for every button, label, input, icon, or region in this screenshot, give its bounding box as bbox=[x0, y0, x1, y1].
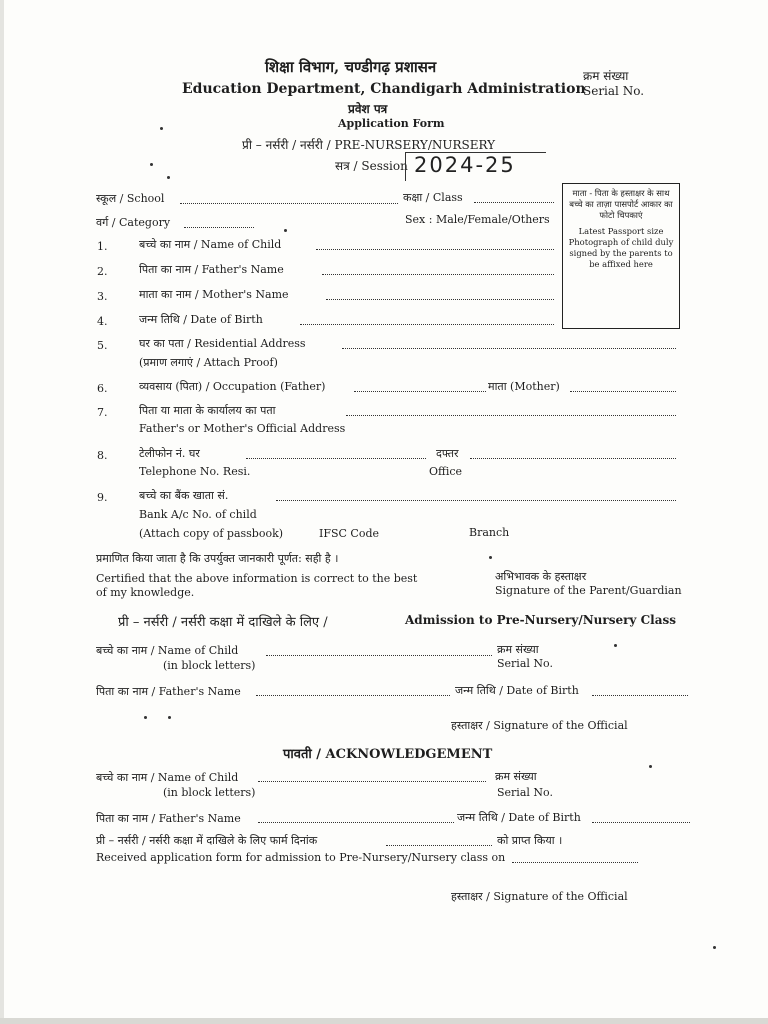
admission-father-field[interactable] bbox=[256, 695, 450, 696]
scan-speck bbox=[168, 716, 171, 719]
scan-speck bbox=[144, 716, 147, 719]
item-label-date-of-birth: जन्म तिथि / Date of Birth bbox=[139, 313, 263, 326]
scan-speck bbox=[167, 176, 170, 179]
admission-name-label: बच्चे का नाम / Name of Child bbox=[96, 644, 239, 657]
session-label: सत्र / Session bbox=[335, 159, 408, 173]
mothers-name-field[interactable] bbox=[326, 299, 554, 300]
date-of-birth-field[interactable] bbox=[300, 324, 554, 325]
hindi-form-label: प्रवेश पत्र bbox=[348, 102, 388, 116]
telephone-office-label: Office bbox=[429, 465, 463, 478]
ack-name-label: बच्चे का नाम / Name of Child bbox=[96, 771, 239, 784]
ack-serial-english: Serial No. bbox=[497, 786, 553, 799]
ack-block-letters: (in block letters) bbox=[163, 786, 256, 799]
admission-block-letters: (in block letters) bbox=[163, 659, 256, 672]
admission-dob-label: जन्म तिथि / Date of Birth bbox=[455, 684, 579, 697]
serial-hindi: क्रम संख्या bbox=[583, 69, 629, 83]
certification-english-line2: of my knowledge. bbox=[96, 586, 195, 599]
admission-serial-hindi: क्रम संख्या bbox=[497, 643, 539, 656]
ack-received-english-date-field[interactable] bbox=[512, 862, 638, 863]
ack-dob-field[interactable] bbox=[592, 822, 690, 823]
branch-label: Branch bbox=[469, 526, 510, 539]
item-number: 4. bbox=[97, 315, 108, 328]
ack-serial-hindi: क्रम संख्या bbox=[495, 770, 537, 783]
ack-father-label: पिता का नाम / Father's Name bbox=[96, 812, 241, 825]
bank-account-english: Bank A/c No. of child bbox=[139, 508, 257, 521]
item-label-fathers-name: पिता का नाम / Father's Name bbox=[139, 263, 284, 276]
parent-signature-hindi: अभिभावक के हस्ताक्षर bbox=[495, 570, 587, 583]
certification-hindi: प्रमाणित किया जाता है कि उपर्युक्त जानकारी पूर्णत: सही है । bbox=[96, 552, 339, 565]
occupation-mother-field[interactable] bbox=[570, 391, 676, 392]
session-value[interactable]: 2024-25 bbox=[414, 153, 516, 177]
item-label-official-address-hindi: पिता या माता के कार्यालय का पता bbox=[139, 404, 276, 417]
photo-hindi-text: माता - पिता के हस्ताक्षर के साथ बच्चे का ताज़ा पासपोर्ट आकार का फोटो चिपकाएं bbox=[569, 188, 673, 220]
item-label-name-of-child: बच्चे का नाम / Name of Child bbox=[139, 238, 282, 251]
ack-received-hindi-2: को प्राप्त किया । bbox=[497, 834, 563, 847]
category-field[interactable] bbox=[184, 227, 254, 228]
item-label-residential-address: घर का पता / Residential Address bbox=[139, 337, 306, 350]
scan-speck bbox=[160, 127, 163, 130]
page-edge-shadow bbox=[0, 0, 4, 1024]
item-label-telephone-hindi: टेलीफोन नं. घर bbox=[139, 447, 200, 460]
residential-address-field[interactable] bbox=[342, 348, 676, 349]
page-bottom-edge bbox=[0, 1018, 768, 1024]
english-title: Education Department, Chandigarh Administration bbox=[182, 81, 586, 97]
item-label-occupation-father: व्यवसाय (पिता) / Occupation (Father) bbox=[139, 380, 326, 393]
admission-serial-english: Serial No. bbox=[497, 657, 553, 670]
name-of-child-field[interactable] bbox=[316, 249, 554, 250]
parent-signature-english: Signature of the Parent/Guardian bbox=[495, 584, 682, 597]
item-number: 7. bbox=[97, 406, 108, 419]
official-address-english: Father's or Mother's Official Address bbox=[139, 422, 346, 435]
admission-official-signature: हस्ताक्षर / Signature of the Official bbox=[451, 719, 628, 732]
item-number: 6. bbox=[97, 382, 108, 395]
category-label: वर्ग / Category bbox=[96, 216, 171, 229]
telephone-resi-label: Telephone No. Resi. bbox=[139, 465, 251, 478]
scan-speck bbox=[489, 556, 492, 559]
school-field[interactable] bbox=[180, 203, 398, 204]
item-number: 1. bbox=[97, 240, 108, 253]
ack-received-date-field[interactable] bbox=[386, 845, 492, 846]
scan-speck bbox=[284, 229, 287, 232]
telephone-residence-field[interactable] bbox=[246, 458, 426, 459]
admission-title-hindi: प्री – नर्सरी / नर्सरी कक्षा में दाखिले के लिए / bbox=[118, 615, 328, 630]
occupation-father-field[interactable] bbox=[354, 391, 486, 392]
bank-account-field[interactable] bbox=[276, 500, 676, 501]
ack-father-field[interactable] bbox=[258, 822, 454, 823]
item-number: 2. bbox=[97, 265, 108, 278]
admission-dob-field[interactable] bbox=[592, 695, 688, 696]
english-form-label: Application Form bbox=[338, 117, 445, 130]
photo-box bbox=[562, 183, 680, 329]
item-number: 9. bbox=[97, 491, 108, 504]
serial-english: Serial No. bbox=[583, 84, 645, 98]
attach-passbook-note: (Attach copy of passbook) bbox=[139, 527, 284, 540]
admission-father-label: पिता का नाम / Father's Name bbox=[96, 685, 241, 698]
scan-speck bbox=[614, 644, 617, 647]
sex-label: Sex : Male/Female/Others bbox=[405, 213, 550, 226]
ack-name-field[interactable] bbox=[258, 781, 486, 782]
ack-dob-label: जन्म तिथि / Date of Birth bbox=[457, 811, 581, 824]
item-label-mothers-name: माता का नाम / Mother's Name bbox=[139, 288, 289, 301]
admission-name-field[interactable] bbox=[266, 655, 492, 656]
ack-official-signature: हस्ताक्षर / Signature of the Official bbox=[451, 890, 628, 903]
class-line: प्री – नर्सरी / नर्सरी / PRE-NURSERY/NURSERY bbox=[242, 138, 496, 152]
fathers-name-field[interactable] bbox=[322, 274, 554, 275]
school-label: स्कूल / School bbox=[96, 192, 165, 205]
photo-english-text: Latest Passport size Photograph of child duly signed by the parents to be affixed here bbox=[568, 226, 674, 269]
ack-received-hindi-1: प्री – नर्सरी / नर्सरी कक्षा में दाखिले के लिए फार्म दिनांक bbox=[96, 834, 318, 847]
admission-title-english: Admission to Pre-Nursery/Nursery Class bbox=[405, 613, 676, 627]
item-label-bank-account-hindi: बच्चे का बैंक खाता सं. bbox=[139, 489, 229, 502]
scan-speck bbox=[150, 163, 153, 166]
certification-english-line1: Certified that the above information is correct to the best bbox=[96, 572, 418, 585]
scan-speck bbox=[713, 946, 716, 949]
official-address-field[interactable] bbox=[346, 415, 676, 416]
telephone-office-hindi: दफ्तर bbox=[436, 447, 459, 460]
acknowledgement-title: पावती / ACKNOWLEDGEMENT bbox=[283, 747, 493, 762]
class-field[interactable] bbox=[474, 202, 554, 203]
attach-proof-note: (प्रमाण लगाएं / Attach Proof) bbox=[139, 356, 278, 369]
item-number: 3. bbox=[97, 290, 108, 303]
occupation-mother-label: माता (Mother) bbox=[488, 380, 560, 393]
ifsc-code-label: IFSC Code bbox=[319, 527, 380, 540]
item-number: 5. bbox=[97, 339, 108, 352]
hindi-title: शिक्षा विभाग, चण्डीगढ़ प्रशासन bbox=[265, 58, 437, 76]
telephone-office-field[interactable] bbox=[470, 458, 676, 459]
scan-speck bbox=[649, 765, 652, 768]
ack-received-english: Received application form for admission to Pre-Nursery/Nursery class on bbox=[96, 851, 506, 864]
class-label: कक्षा / Class bbox=[403, 191, 463, 204]
item-number: 8. bbox=[97, 449, 108, 462]
